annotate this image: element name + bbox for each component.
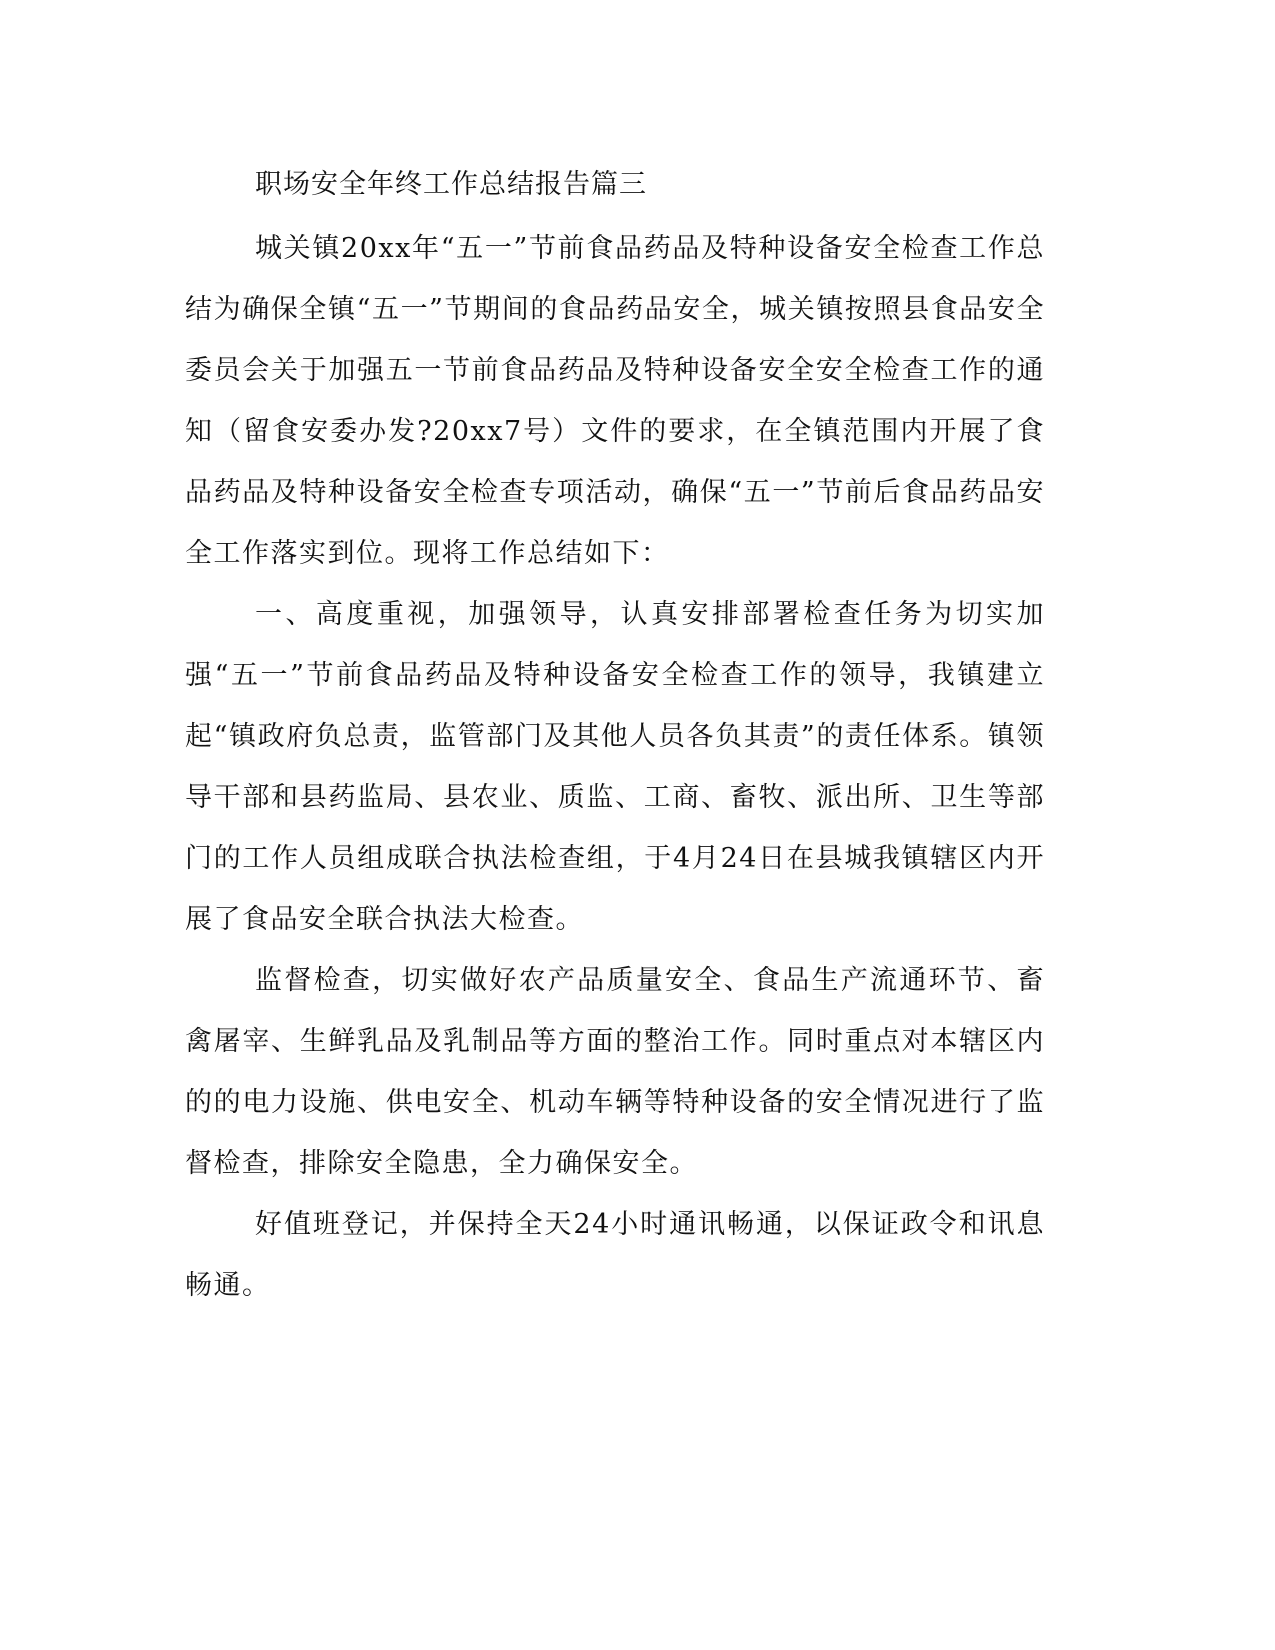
paragraph-intro: 城关镇20xx年“五一”节前食品药品及特种设备安全检查工作总结为确保全镇“五一”节期间的食品药品安全，城关镇按照县食品安全委员会关于加强五一节前食品药品及特种设备安全安全检查工作的通知（留食安委办发?20xx7号）文件的要求，在全镇范围内开展了食品药品及特种设备安全检查专项活动，确保“五一”节前后食品药品安全工作落实到位。现将工作总结如下：	[185, 233, 1045, 569]
paragraph-duty: 好值班登记，并保持全天24小时通讯畅通，以保证政令和讯息畅通。	[185, 1209, 1045, 1301]
paragraph-inspection: 监督检查，切实做好农产品质量安全、食品生产流通环节、畜禽屠宰、生鲜乳品及乳制品等方面的整治工作。同时重点对本辖区内的的电力设施、供电安全、机动车辆等特种设备的安全情况进行了监督检查，排除安全隐患，全力确保安全。	[185, 965, 1045, 1179]
document-body	[185, 165, 1045, 1316]
paragraph-leadership: 一、高度重视，加强领导，认真安排部署检查任务为切实加强“五一”节前食品药品及特种设备安全检查工作的领导，我镇建立起“镇政府负总责，监管部门及其他人员各负其责”的责任体系。镇领导干部和县药监局、县农业、质监、工商、畜牧、派出所、卫生等部门的工作人员组成联合执法检查组，于4月24日在县城我镇辖区内开展了食品安全联合执法大检查。	[185, 599, 1045, 935]
document-title: 职场安全年终工作总结报告篇三	[255, 169, 647, 200]
